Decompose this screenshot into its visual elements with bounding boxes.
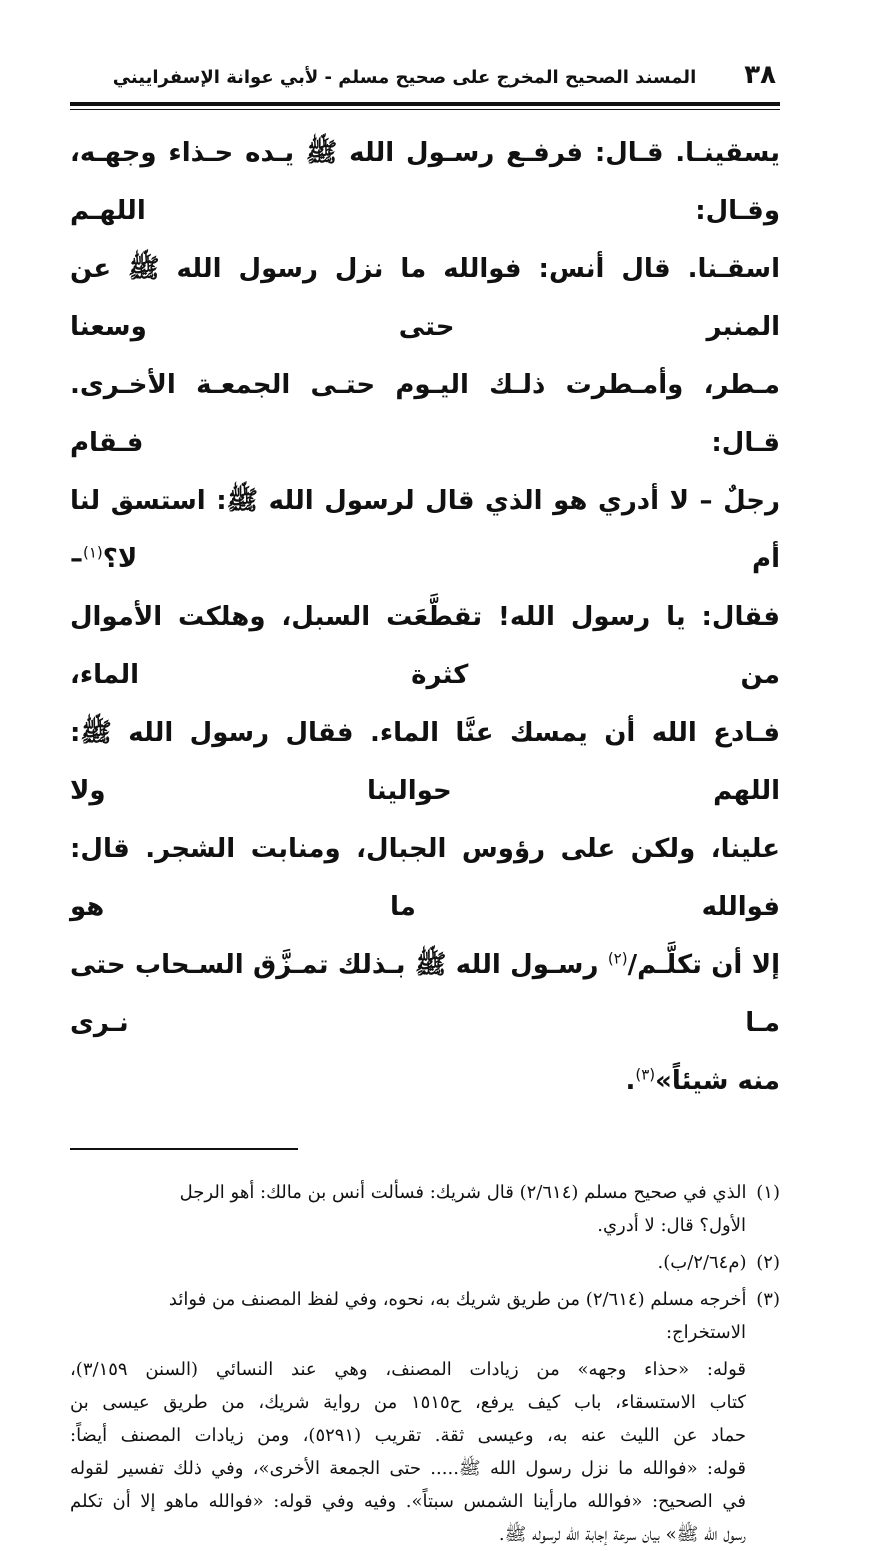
main-text-line: مـطر، وأمـطرت ذلـك اليـوم حتـى الجمعـة الأخـرى. قـال: فـقام [70, 370, 780, 458]
footnote-3-detail [70, 1353, 780, 1551]
footnote-separator [70, 1148, 298, 1150]
footnote-number: (٢) [756, 1252, 780, 1273]
running-header [70, 60, 780, 100]
footnote-text-continued: الأول؟ قال: لا أدري. [597, 1215, 746, 1236]
footnote-detail-line: قوله: «حذاء وجهه» من زيادات المصنف، وهي عند النسائي (السنن ٣/١٥٩)، [70, 1359, 746, 1380]
footnote-3 [70, 1283, 780, 1349]
footnote-detail-line: كتاب الاستسقاء، باب كيف يرفع، ح١٥١٥ من رواية شريك، من طريق عيسى بن [70, 1392, 746, 1413]
main-text-segment: رسـول الله ﷺ بـذلك تمـزَّق السـحاب حتى مـا نـرى [70, 950, 780, 1038]
footnote-ref-1[interactable]: (١) [83, 543, 103, 562]
footnote-detail-line: قوله: «فوالله ما نزل رسول الله ﷺ..... حتى الجمعة الأخرى»، وفي ذلك تفسير لقوله [70, 1458, 746, 1479]
main-text-segment: – [70, 544, 83, 574]
main-text-segment: إلا أن تكلَّـم/ [627, 950, 780, 980]
main-text-line-9 [70, 1052, 780, 1110]
footnote-text-continued: الاستخراج: [665, 1322, 746, 1343]
main-text-segment: رجلٌ – لا أدري هو الذي قال لرسول الله ﷺ: استسق لنا أم لا؟ [70, 486, 780, 574]
main-text-line: يسقينـا. قـال: فرفـع رسـول الله ﷺ يـده حـذاء وجهـه، وقـال: اللهـم [70, 138, 780, 226]
footnote-number: (٣) [756, 1289, 780, 1310]
main-text-line: اسقـنا. قال أنس: فوالله ما نزل رسول الله ﷺ عن المنبر حتى وسعنا [70, 254, 780, 342]
footnote-number: (١) [756, 1182, 780, 1203]
footnote-2 [70, 1246, 780, 1279]
main-text-line-8 [70, 936, 780, 1052]
footnote-ref-2[interactable]: (٢) [607, 949, 628, 968]
footnote-detail-line: في الصحيح: «فوالله مارأينا الشمس سبتاً». وفيه وفي قوله: «فوالله ماهو إلا أن تكلم [70, 1491, 746, 1512]
footnote-text: (م٢/٦٤/ب). [657, 1252, 747, 1273]
footnotes [70, 1176, 780, 1551]
main-text-line: علينا، ولكن على رؤوس الجبال، ومنابت الشجر. قال: فوالله ما هو [70, 834, 780, 922]
main-text [70, 124, 780, 1110]
main-text-line-4 [70, 472, 780, 588]
main-text-line: فقال: يا رسول الله! تقطَّعَت السبل، وهلكت الأموال من كثرة الماء، [70, 602, 780, 690]
page-number: ٣٨ [744, 60, 776, 90]
main-text-segment: منه شيئاً» [655, 1066, 780, 1096]
footnote-text: الذي في صحيح مسلم (٢/٦١٤) قال شريك: فسألت أنس بن مالك: أهو الرجل [179, 1182, 747, 1203]
footnote-text: أخرجه مسلم (٢/٦١٤) من طريق شريك به، نحوه، وفي لفظ المصنف من فوائد [168, 1289, 747, 1310]
book-page [70, 60, 780, 1551]
footnote-ref-3[interactable]: (٣) [635, 1065, 656, 1084]
header-title: المسند الصحيح المخرج على صحيح مسلم - لأبي عوانة الإسفراييني [112, 67, 697, 88]
footnote-detail-line: رسول الله ﷺ» بيان سرعة إجابة الله لرسوله ﷺ. [498, 1524, 746, 1545]
main-text-line: فـادع الله أن يمسك عنَّا الماء. فقال رسول الله ﷺ: اللهم حوالينا ولا [70, 718, 780, 806]
footnote-detail-line: حماد عن الليث عنه به، وعيسى ثقة. تقريب (٥٢٩١)، ومن زيادات المصنف أيضاً: [70, 1425, 746, 1446]
footnote-1 [70, 1176, 780, 1242]
header-rule [70, 102, 780, 110]
main-text-segment: . [625, 1066, 636, 1096]
